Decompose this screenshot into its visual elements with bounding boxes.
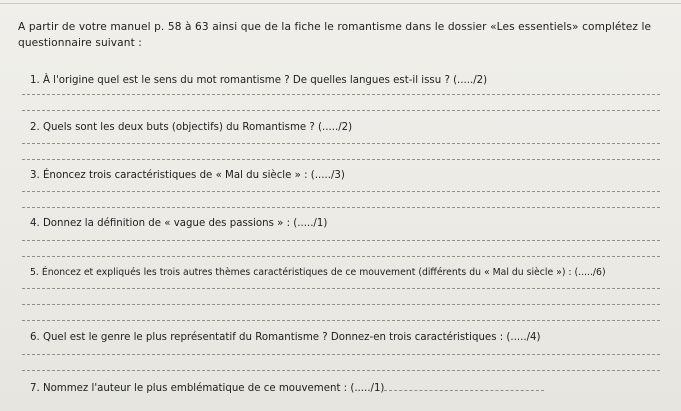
answer-line[interactable] [22, 288, 660, 289]
answer-blank[interactable] [384, 380, 544, 391]
answer-line[interactable] [22, 159, 660, 160]
question-5: 5. Énoncez et expliqués les trois autres thèmes caractéristiques de ce mouvement (différents du « Mal du siècle ») : (...../6) [30, 267, 606, 278]
answer-line[interactable] [22, 304, 660, 305]
answer-line[interactable] [22, 354, 660, 355]
answer-line[interactable] [22, 191, 660, 192]
answer-line[interactable] [22, 370, 660, 371]
question-2: 2. Quels sont les deux buts (objectifs) du Romantisme ? (...../2) [30, 122, 353, 133]
question-1: 1. À l'origine quel est le sens du mot romantisme ? De quelles langues est-il issu ? (...../2) [30, 75, 488, 86]
answer-line[interactable] [22, 94, 660, 95]
answer-line[interactable] [22, 207, 660, 208]
answer-line[interactable] [22, 110, 660, 111]
question-7-row [30, 380, 544, 396]
answer-line[interactable] [22, 240, 660, 241]
instructions-text: A partir de votre manuel p. 58 à 63 ainsi que de la fiche le romantisme dans le dossier «Les essentiels» complétez le questionnaire suivant : [18, 21, 652, 49]
answer-line[interactable] [22, 143, 660, 144]
question-3: 3. Énoncez trois caractéristiques de « Mal du siècle » : (...../3) [30, 170, 345, 181]
question-6: 6. Quel est le genre le plus représentatif du Romantisme ? Donnez-en trois caractéristiques : (...../4) [30, 332, 541, 343]
answer-line[interactable] [22, 320, 660, 321]
question-4: 4. Donnez la définition de « vague des passions » : (...../1) [30, 218, 328, 229]
answer-line[interactable] [22, 256, 660, 257]
top-rule [0, 3, 681, 4]
question-7: 7. Nommez l'auteur le plus emblématique de ce mouvement : (...../1) [30, 383, 385, 394]
